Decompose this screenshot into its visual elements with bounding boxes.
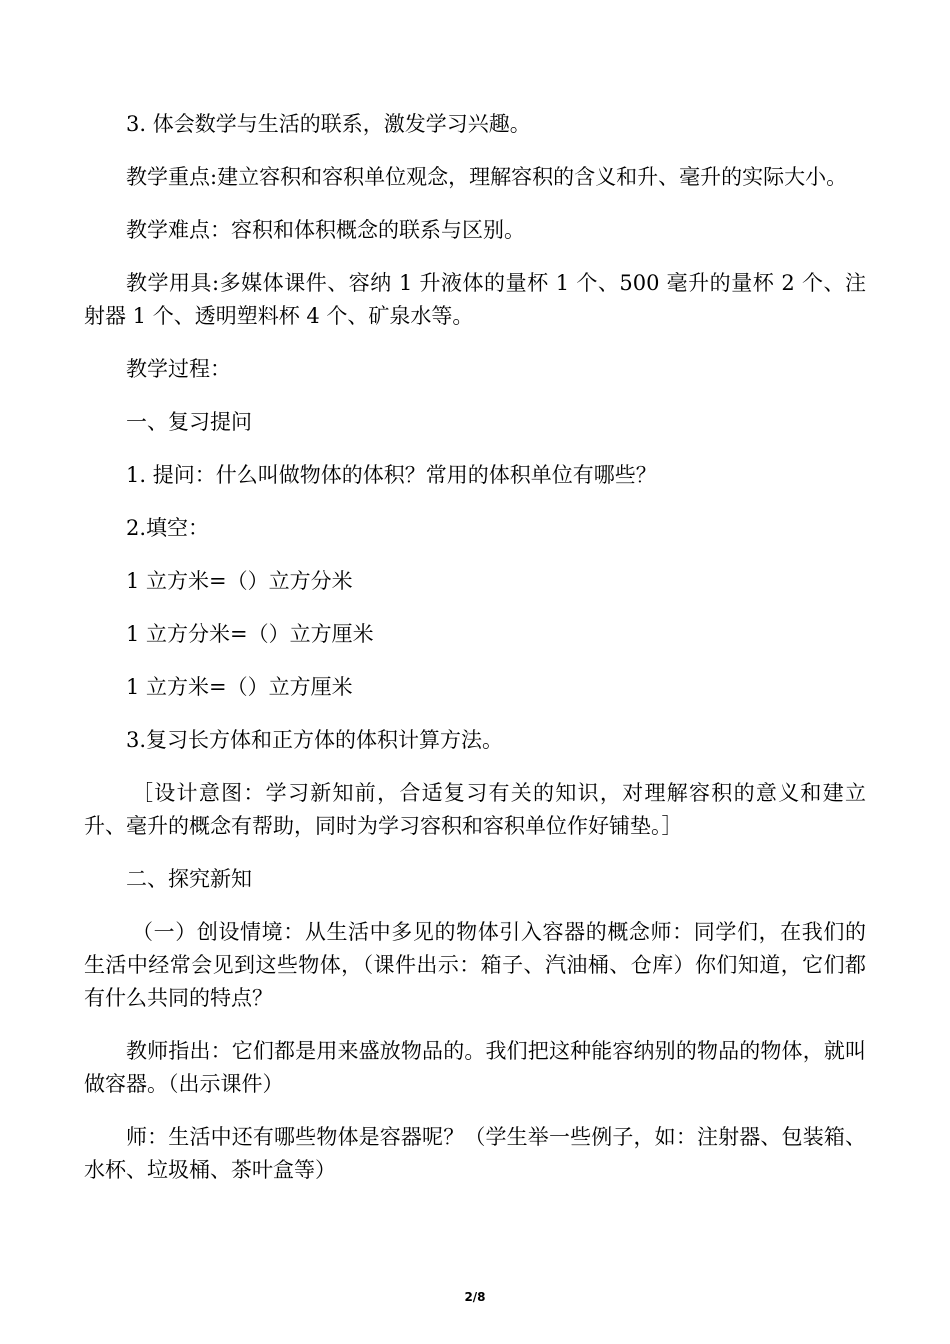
paragraph-conversion-3: 1 立方米=（）立方厘米 bbox=[126, 675, 353, 699]
document-body bbox=[84, 108, 866, 1207]
paragraph-conversion-2: 1 立方分米=（）立方厘米 bbox=[126, 622, 374, 646]
heading-explore-new: 二、探究新知 bbox=[126, 867, 252, 891]
paragraph-teaching-process: 教学过程： bbox=[126, 357, 231, 381]
paragraph-create-situation: （一）创设情境：从生活中多见的物体引入容器的概念师：同学们，在我们的生活中经常会见到这些物体，（课件出示：箱子、汽油桶、仓库）你们知道，它们都有什么共同的特点？ bbox=[84, 920, 866, 1010]
page-number: 2/8 bbox=[464, 1290, 486, 1304]
paragraph-fill-blank: 2.填空： bbox=[126, 516, 210, 540]
paragraph-teacher-points-out: 教师指出：它们都是用来盛放物品的。我们把这种能容纳别的物品的物体，就叫做容器。（出示课件） bbox=[84, 1039, 866, 1096]
paragraph-objective-3: 3. 体会数学与生活的联系，激发学习兴趣。 bbox=[126, 112, 531, 136]
paragraph-review-volume: 3.复习长方体和正方体的体积计算方法。 bbox=[126, 728, 504, 752]
paragraph-teaching-tools: 教学用具:多媒体课件、容纳 1 升液体的量杯 1 个、500 毫升的量杯 2 个、注射器 1 个、透明塑料杯 4 个、矿泉水等。 bbox=[84, 271, 866, 328]
paragraph-difficulties: 教学难点：容积和体积概念的联系与区别。 bbox=[126, 218, 525, 242]
paragraph-key-points: 教学重点:建立容积和容积单位观念，理解容积的含义和升、毫升的实际大小。 bbox=[126, 165, 848, 189]
paragraph-design-intent: ［设计意图：学习新知前，合适复习有关的知识，对理解容积的意义和建立升、毫升的概念有帮助，同时为学习容积和容积单位作好铺垫。］ bbox=[84, 781, 866, 838]
paragraph-conversion-1: 1 立方米=（）立方分米 bbox=[126, 569, 353, 593]
heading-review-questions: 一、复习提问 bbox=[126, 410, 252, 434]
paragraph-question-1: 1. 提问：什么叫做物体的体积？常用的体积单位有哪些？ bbox=[126, 463, 657, 487]
paragraph-teacher-question: 师：生活中还有哪些物体是容器呢？（学生举一些例子，如：注射器、包装箱、水杯、垃圾桶、茶叶盒等） bbox=[84, 1125, 866, 1182]
